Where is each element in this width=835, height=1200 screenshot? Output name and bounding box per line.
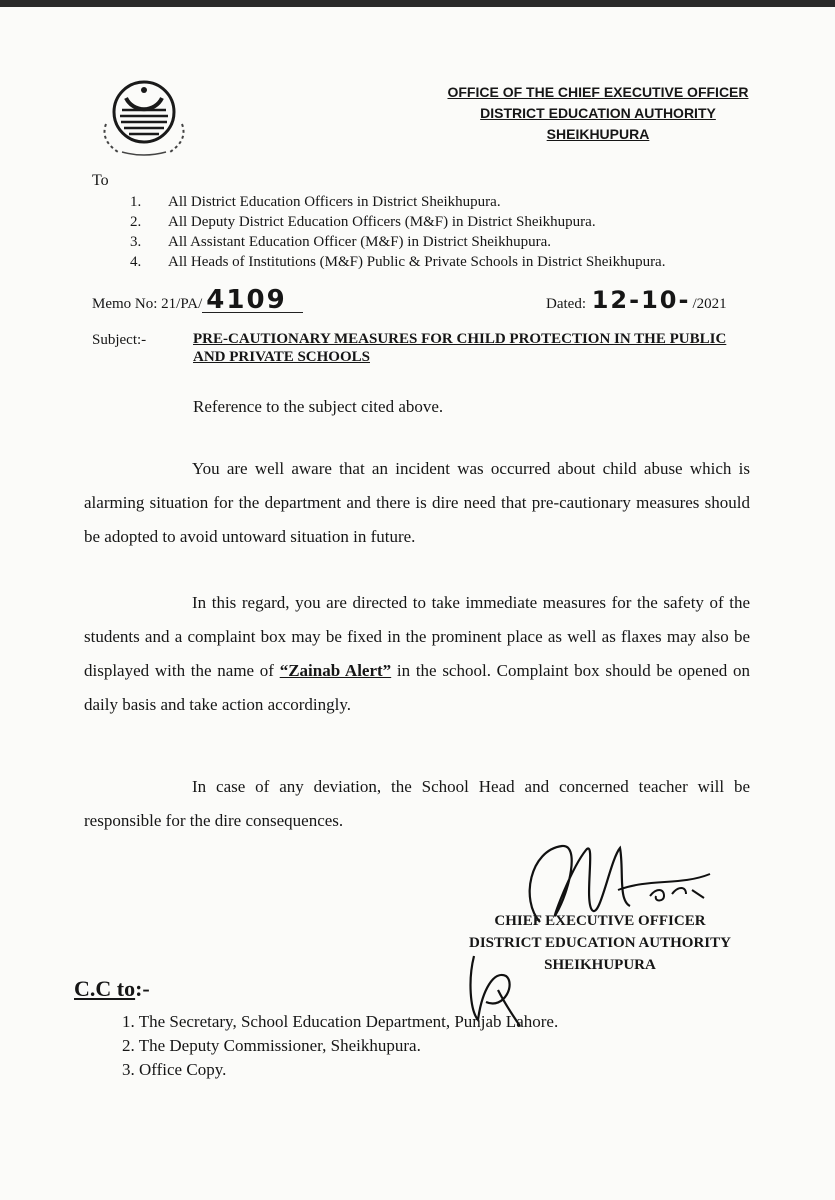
office-line-2: DISTRICT EDUCATION AUTHORITY xyxy=(480,105,716,121)
list-item xyxy=(130,212,665,232)
cc-list xyxy=(122,1010,558,1082)
reference-paragraph: Reference to the subject cited above. xyxy=(193,397,444,416)
office-line-1: OFFICE OF THE CHIEF EXECUTIVE OFFICER xyxy=(447,84,749,100)
office-line-3: SHEIKHUPURA xyxy=(546,126,650,142)
list-item: 1. The Secretary, School Education Department, Punjab Lahore. xyxy=(122,1012,559,1031)
memo-label: Memo No: 21/PA/ xyxy=(92,296,203,312)
paragraph-incident: You are well aware that an incident was occurred about child abuse which is alarming situation for the department and there is dire need that pre-cautionary measures should be adopted to avoid untoward situation in future. xyxy=(84,459,750,546)
cc-heading: C.C to:- xyxy=(74,976,150,1001)
signatory-district: SHEIKHUPURA xyxy=(544,957,656,973)
date-label: Dated: xyxy=(546,296,586,312)
list-item-text: All Heads of Institutions (M&F) Public & Private Schools in District Sheikhupura. xyxy=(168,254,666,270)
date-year: /2021 xyxy=(692,296,727,312)
list-item-text: All Deputy District Education Officers (M&F) in District Sheikhupura. xyxy=(168,214,596,230)
subject-label: Subject:- xyxy=(92,332,147,348)
memo-date xyxy=(546,288,727,313)
office-header xyxy=(380,82,816,145)
subject-text: PRE-CAUTIONARY MEASURES FOR CHILD PROTECTION IN THE PUBLIC AND PRIVATE SCHOOLS xyxy=(193,331,727,365)
list-item-number: 3. xyxy=(130,234,142,250)
signatory-title: CHIEF EXECUTIVE OFFICER xyxy=(494,913,706,929)
to-label: To xyxy=(92,172,109,189)
recipient-list xyxy=(130,192,665,272)
list-item-number: 2. xyxy=(130,214,142,230)
list-item xyxy=(130,192,665,212)
list-item-text: All Assistant Education Officer (M&F) in District Sheikhupura. xyxy=(168,234,552,250)
zainab-alert-text: “Zainab Alert” xyxy=(279,661,392,680)
list-item-text: All District Education Officers in District Sheikhupura. xyxy=(168,194,501,210)
list-item: 3. Office Copy. xyxy=(122,1060,227,1079)
list-item: 2. The Deputy Commissioner, Sheikhupura. xyxy=(122,1036,421,1055)
paragraph-directive: In this regard, you are directed to take immediate measures for the safety of the students and a complaint box may be fixed in the prominent place as well as flaxes may also be displayed with the name of “Zainab Alert” in the school. Complaint box should be opened on daily basis and take action accordingly. xyxy=(84,593,750,714)
signatory-authority: DISTRICT EDUCATION AUTHORITY xyxy=(468,935,731,951)
list-item xyxy=(130,232,665,252)
scan-edge xyxy=(0,0,835,7)
list-item-number: 4. xyxy=(130,254,142,270)
paragraph-deviation: In case of any deviation, the School Head and concerned teacher will be responsible for the dire consequences. xyxy=(84,777,750,830)
list-item-number: 1. xyxy=(130,194,142,210)
memo-number xyxy=(92,285,303,315)
date-handwritten: 12-10- xyxy=(591,286,691,314)
punjab-emblem-icon xyxy=(96,68,192,160)
list-item xyxy=(130,252,665,272)
memo-handwritten-number: 4109 xyxy=(202,288,302,313)
